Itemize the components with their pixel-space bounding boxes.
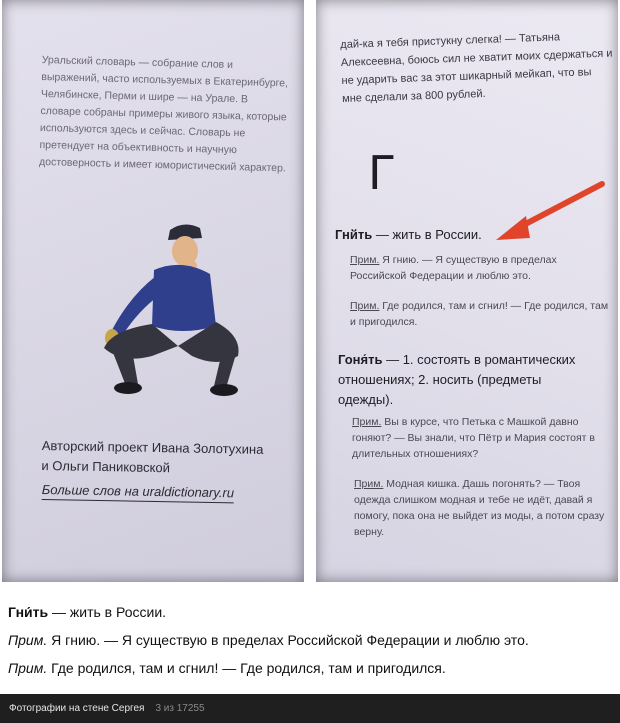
caption-definition: — жить в России. (48, 604, 167, 620)
entry-gonyat (338, 350, 600, 410)
book-left-page (2, 0, 304, 582)
credit-line-1: Авторский проект Ивана Золотухина (41, 437, 264, 457)
prim-label: Прим. (352, 416, 382, 428)
credit-line-2: и Ольги Паниковской (41, 457, 171, 476)
dictionary-site-link: Больше слов на uraldictionary.ru (42, 482, 234, 503)
red-arrow-icon (490, 178, 610, 248)
entry-gonyat-example-1 (352, 414, 614, 462)
prim-label: Прим. (354, 478, 384, 490)
photo-viewer-footer (0, 694, 620, 723)
dictionary-intro: Уральский словарь — собрание слов и выражений, часто используемых в Екатеринбурге, Челябинске, Перми и шире — на Урале. В словаре собраны примеры живого языка, которые используются здесь и сейчас. Словарь не претендует на объективность и научную достоверность и имеет юмористический характер. (38, 53, 289, 175)
example-text: Я гнию. — Я существую в пределах Российской Федерации и люблю это. (350, 254, 557, 282)
previous-entry-quote: дай-ка я тебя пристукну слегка! — Татьяна Алексеевна, боюсь сил не хватит моих сдержаться и не ударить вас за этот шикарный мейкап, что вы мне сделали за 800 рублей. (340, 31, 613, 105)
post-caption (8, 598, 613, 682)
prim-label: Прим. (350, 254, 380, 266)
entry-gnit (335, 225, 482, 245)
entry-gnit-example-1 (350, 252, 612, 284)
entry-gonyat-word: Гоня́ть (338, 352, 383, 367)
caption-example: Где родился, там и сгнил! — Где родился, там и пригодился. (47, 660, 446, 676)
caption-line-3 (8, 654, 613, 682)
squatting-man-illustration (82, 218, 247, 398)
album-title-link[interactable]: Фотографии на стене Сергея (9, 703, 145, 714)
entry-gonyat-example-2 (354, 476, 616, 540)
section-letter: Г (368, 146, 397, 200)
caption-prim-label: Прим. (8, 660, 48, 676)
entry-gnit-word: Гнйть (335, 227, 373, 242)
entry-gnit-definition: — жить в России. (372, 227, 482, 242)
example-text: Вы в курсе, что Петька с Машкой давно гоняют? — Вы знали, что Пётр и Мария состоят в длительных отношениях? (352, 416, 595, 460)
prim-label: Прим. (350, 300, 380, 312)
caption-word: Гни́ть (8, 604, 49, 620)
example-text: Модная кишка. Дашь погонять? — Твоя одежда слишком модная и тебе не идёт, давай я помогу, пока она не выйдет из моды, а потом сразу верну. (354, 478, 605, 538)
author-credit (41, 436, 292, 480)
photo-counter: 3 из 17255 (155, 703, 205, 714)
entry-gnit-example-2 (350, 298, 612, 330)
caption-prim-label: Прим. (8, 632, 48, 648)
caption-line-1 (8, 598, 613, 626)
caption-example: Я гнию. — Я существую в пределах Российской Федерации и люблю это. (47, 632, 529, 648)
example-text: Где родился, там и сгнил! — Где родился, там и пригодился. (350, 300, 609, 328)
caption-line-2 (8, 626, 613, 654)
entry-gonyat-definition: — 1. состоять в романтических отношениях; 2. носить (предметы одежды). (338, 352, 576, 407)
